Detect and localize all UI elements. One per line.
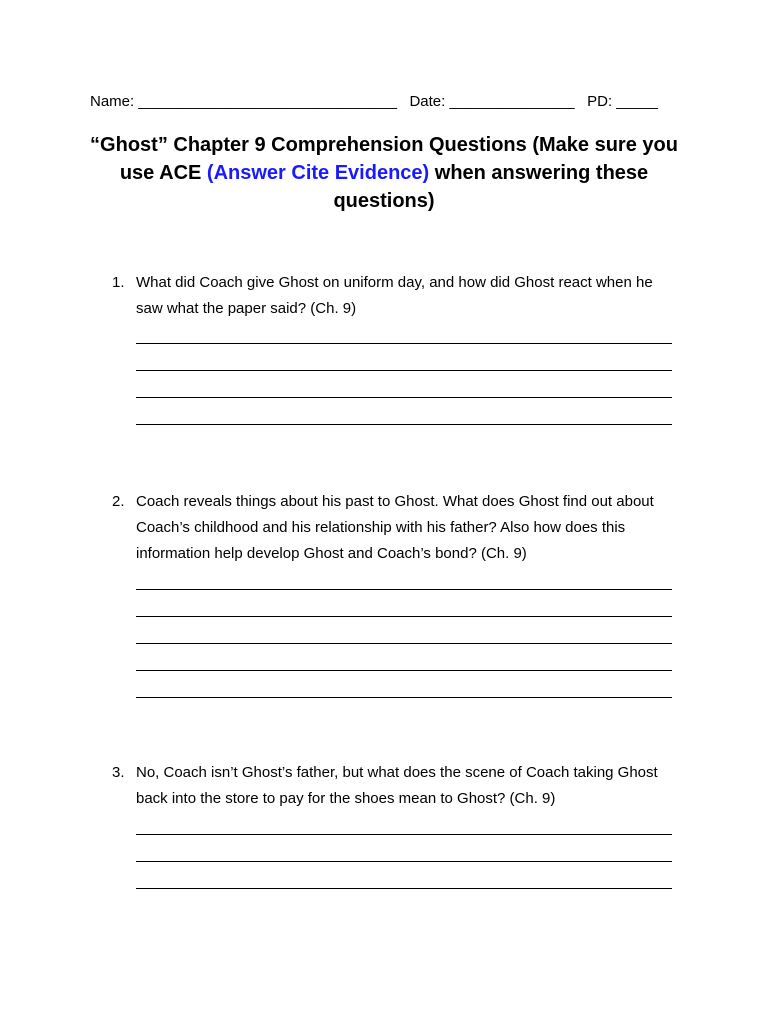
answer-line[interactable] [136,643,672,644]
question-text: What did Coach give Ghost on uniform day, and how did Ghost react when he saw what the paper said? (Ch. 9) [136,274,653,317]
answer-line[interactable] [136,888,672,889]
answer-line[interactable] [136,589,672,590]
question-text: No, Coach isn’t Ghost’s father, but what does the scene of Coach taking Ghost back into the store to pay for the shoes mean to Ghost? (Ch. 9) [136,764,658,807]
answer-line[interactable] [136,616,672,617]
answer-line[interactable] [136,343,672,344]
question-number: 3. [112,764,125,781]
header-fields: Name: _______________________________ Date: _______________ PD: _____ [90,93,659,110]
question-number: 2. [112,493,125,510]
question-number: 1. [112,274,125,291]
title-text-end: when answering these questions) [333,162,649,212]
answer-line[interactable] [136,424,672,425]
answer-line[interactable] [136,697,672,698]
answer-line[interactable] [136,861,672,862]
question-text: Coach reveals things about his past to Ghost. What does Ghost find out about Coach’s childhood and his relationship with his father? Also how does this information help develop Ghost and Coach’s bond? (Ch. 9) [136,493,654,562]
title-text-start: “Ghost” Chapter 9 Comprehension Questions (Make sure you use ACE [90,134,678,184]
answer-line[interactable] [136,370,672,371]
answer-line[interactable] [136,670,672,671]
title-accent-text: (Answer Cite Evidence) [206,162,430,184]
page-title [88,131,680,215]
answer-line[interactable] [136,397,672,398]
answer-line[interactable] [136,834,672,835]
